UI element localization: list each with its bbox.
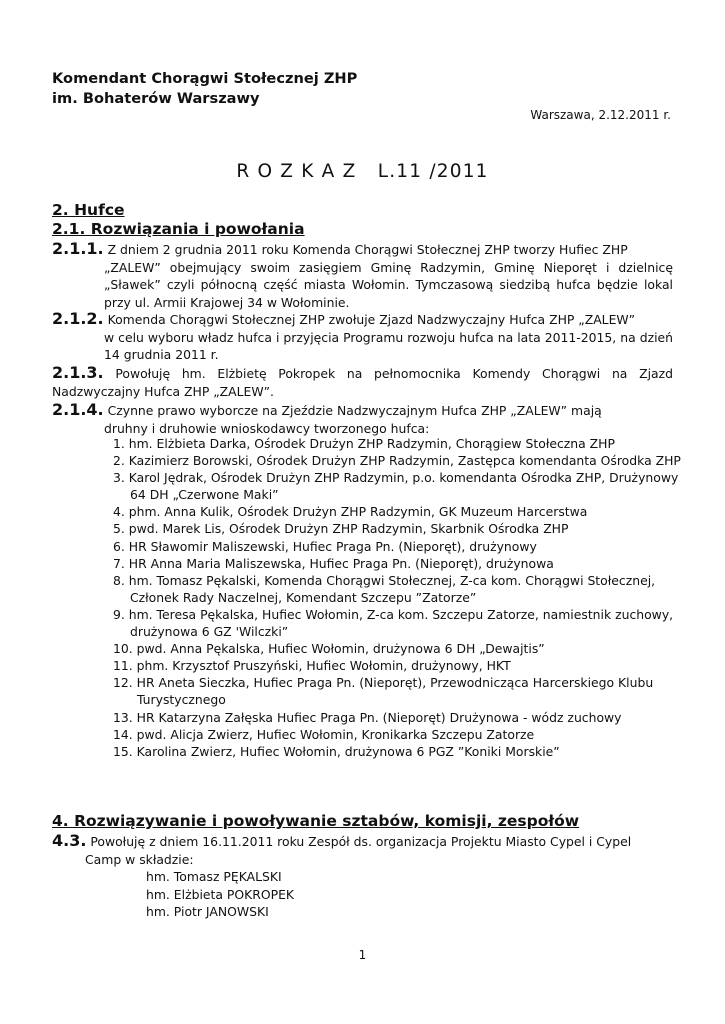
paragraph-first-line: Z dniem 2 grudnia 2011 roku Komenda Chorągwi Stołecznej ZHP tworzy Hufiec ZHP	[103, 242, 628, 257]
list-item: 8. hm. Tomasz Pękalski, Komenda Chorągwi Stołecznej, Z-ca kom. Chorągwi Stołecznej, Członek Rady Naczelnej, Komendant Szczepu ”Zatorze”	[113, 572, 656, 605]
paragraph-continuation: Camp w składzie:	[85, 851, 194, 867]
list-item: 11. phm. Krzysztof Pruszyński, Hufiec Wołomin, drużynowy, HKT	[113, 658, 511, 674]
list-item: 6. HR Sławomir Maliszewski, Hufiec Praga Pn. (Nieporęt), drużynowy	[113, 538, 537, 554]
list-item: 3. Karol Jędrak, Ośrodek Drużyn ZHP Radzymin, p.o. komendanta Ośrodka ZHP, Drużynowy 64 DH „Czerwone Maki”	[113, 470, 679, 503]
paragraph-2-1-3	[52, 364, 673, 400]
issuer-header	[52, 69, 357, 109]
paragraph-first-line: Komenda Chorągwi Stołecznej ZHP zwołuje Zjazd Nadzwyczajny Hufca ZHP „ZALEW”	[103, 312, 636, 327]
list-item: 9. hm. Teresa Pękalska, Hufiec Wołomin, Z-ca kom. Szczepu Zatorze, namiestnik zuchowy, drużynowa 6 GZ 'Wilczki”	[113, 606, 674, 640]
paragraph-2-1-2	[52, 310, 673, 364]
list-item: 5. pwd. Marek Lis, Ośrodek Drużyn ZHP Radzymin, Skarbnik Ośrodka ZHP	[113, 521, 569, 537]
list-item: 1. hm. Elżbieta Darka, Ośrodek Drużyn ZHP Radzymin, Chorągiew Stołeczna ZHP	[113, 436, 615, 451]
team-member: hm. Tomasz PĘKALSKI	[146, 869, 282, 884]
paragraph-continuation: „ZALEW” obejmujący swoim zasięgiem Gminę Radzymin, Gminę Nieporęt i dzielnicę „Sławek” czyli północną część miasta Wołomin. Tymczasową siedzibą hufca będzie lokal przy ul. Armii Krajowej 34 w Wołominie.	[104, 259, 673, 310]
issuer-line-2: im. Bohaterów Warszawy	[52, 90, 260, 107]
team-members	[146, 868, 294, 921]
paragraph-first-line: Czynne prawo wyborcze na Zjeździe Nadzwyczajnym Hufca ZHP „ZALEW” mają	[103, 403, 602, 418]
document-date: Warszawa, 2.12.2011 r.	[530, 108, 671, 122]
paragraph-continuation: w celu wyboru władz hufca i przyjęcia Programu rozwoju hufca na lata 2011-2015, na dzień 14 grudnia 2011 r.	[104, 329, 673, 362]
paragraph-2-1-4	[52, 401, 673, 437]
paragraph-number: 2.1.1.	[52, 239, 104, 258]
paragraph-number: 4.3.	[52, 831, 87, 850]
section-2-heading: 2. Hufce	[52, 201, 125, 219]
paragraph-number: 2.1.2.	[52, 309, 104, 328]
paragraph-first-line: Powołuję z dniem 16.11.2011 roku Zespół ds. organizacja Projektu Miasto Cypel i Cypel	[86, 834, 632, 849]
list-item: 13. HR Katarzyna Załęska Hufiec Praga Pn. (Nieporęt) Drużynowa - wódz zuchowy	[113, 709, 622, 725]
paragraph-text: Powołuję hm. Elżbietę Pokropek na pełnomocnika Komendy Chorągwi na Zjazd Nadzwyczajny Hufca ZHP „ZALEW”.	[52, 366, 673, 399]
voters-list	[113, 435, 683, 760]
paragraph-number: 2.1.3.	[52, 363, 104, 382]
issuer-line-1: Komendant Chorągwi Stołecznej ZHP	[52, 70, 358, 87]
section-2-1-heading: 2.1. Rozwiązania i powołania	[52, 220, 305, 238]
list-item: 14. pwd. Alicja Zwierz, Hufiec Wołomin, Kronikarka Szczepu Zatorze	[113, 726, 535, 742]
section-4-heading: 4. Rozwiązywanie i powoływanie sztabów, komisji, zespołów	[52, 812, 580, 830]
paragraph-continuation: druhny i druhowie wnioskodawcy tworzonego hufca:	[104, 420, 430, 436]
list-item: 4. phm. Anna Kulik, Ośrodek Drużyn ZHP Radzymin, GK Muzeum Harcerstwa	[113, 504, 588, 520]
list-item: 15. Karolina Zwierz, Hufiec Wołomin, drużynowa 6 PGZ ”Koniki Morskie”	[113, 743, 560, 759]
paragraph-4-3	[52, 832, 673, 868]
team-member: hm. Piotr JANOWSKI	[146, 904, 269, 919]
paragraph-2-1-1	[52, 240, 673, 311]
document-title: R O Z K A Z L.11 /2011	[236, 161, 489, 182]
list-item: 12. HR Aneta Sieczka, Hufiec Praga Pn. (Nieporęt), Przewodnicząca Harcerskiego Klubu Turystycznego	[113, 675, 654, 708]
page-number: 1	[358, 948, 367, 962]
paragraph-number: 2.1.4.	[52, 400, 104, 419]
list-item: 7. HR Anna Maria Maliszewska, Hufiec Praga Pn. (Nieporęt), drużynowa	[113, 555, 554, 571]
list-item: 10. pwd. Anna Pękalska, Hufiec Wołomin, drużynowa 6 DH „Dewajtis”	[113, 641, 545, 657]
team-member: hm. Elżbieta POKROPEK	[146, 886, 295, 902]
list-item: 2. Kazimierz Borowski, Ośrodek Drużyn ZHP Radzymin, Zastępca komendanta Ośrodka ZHP	[113, 453, 681, 469]
